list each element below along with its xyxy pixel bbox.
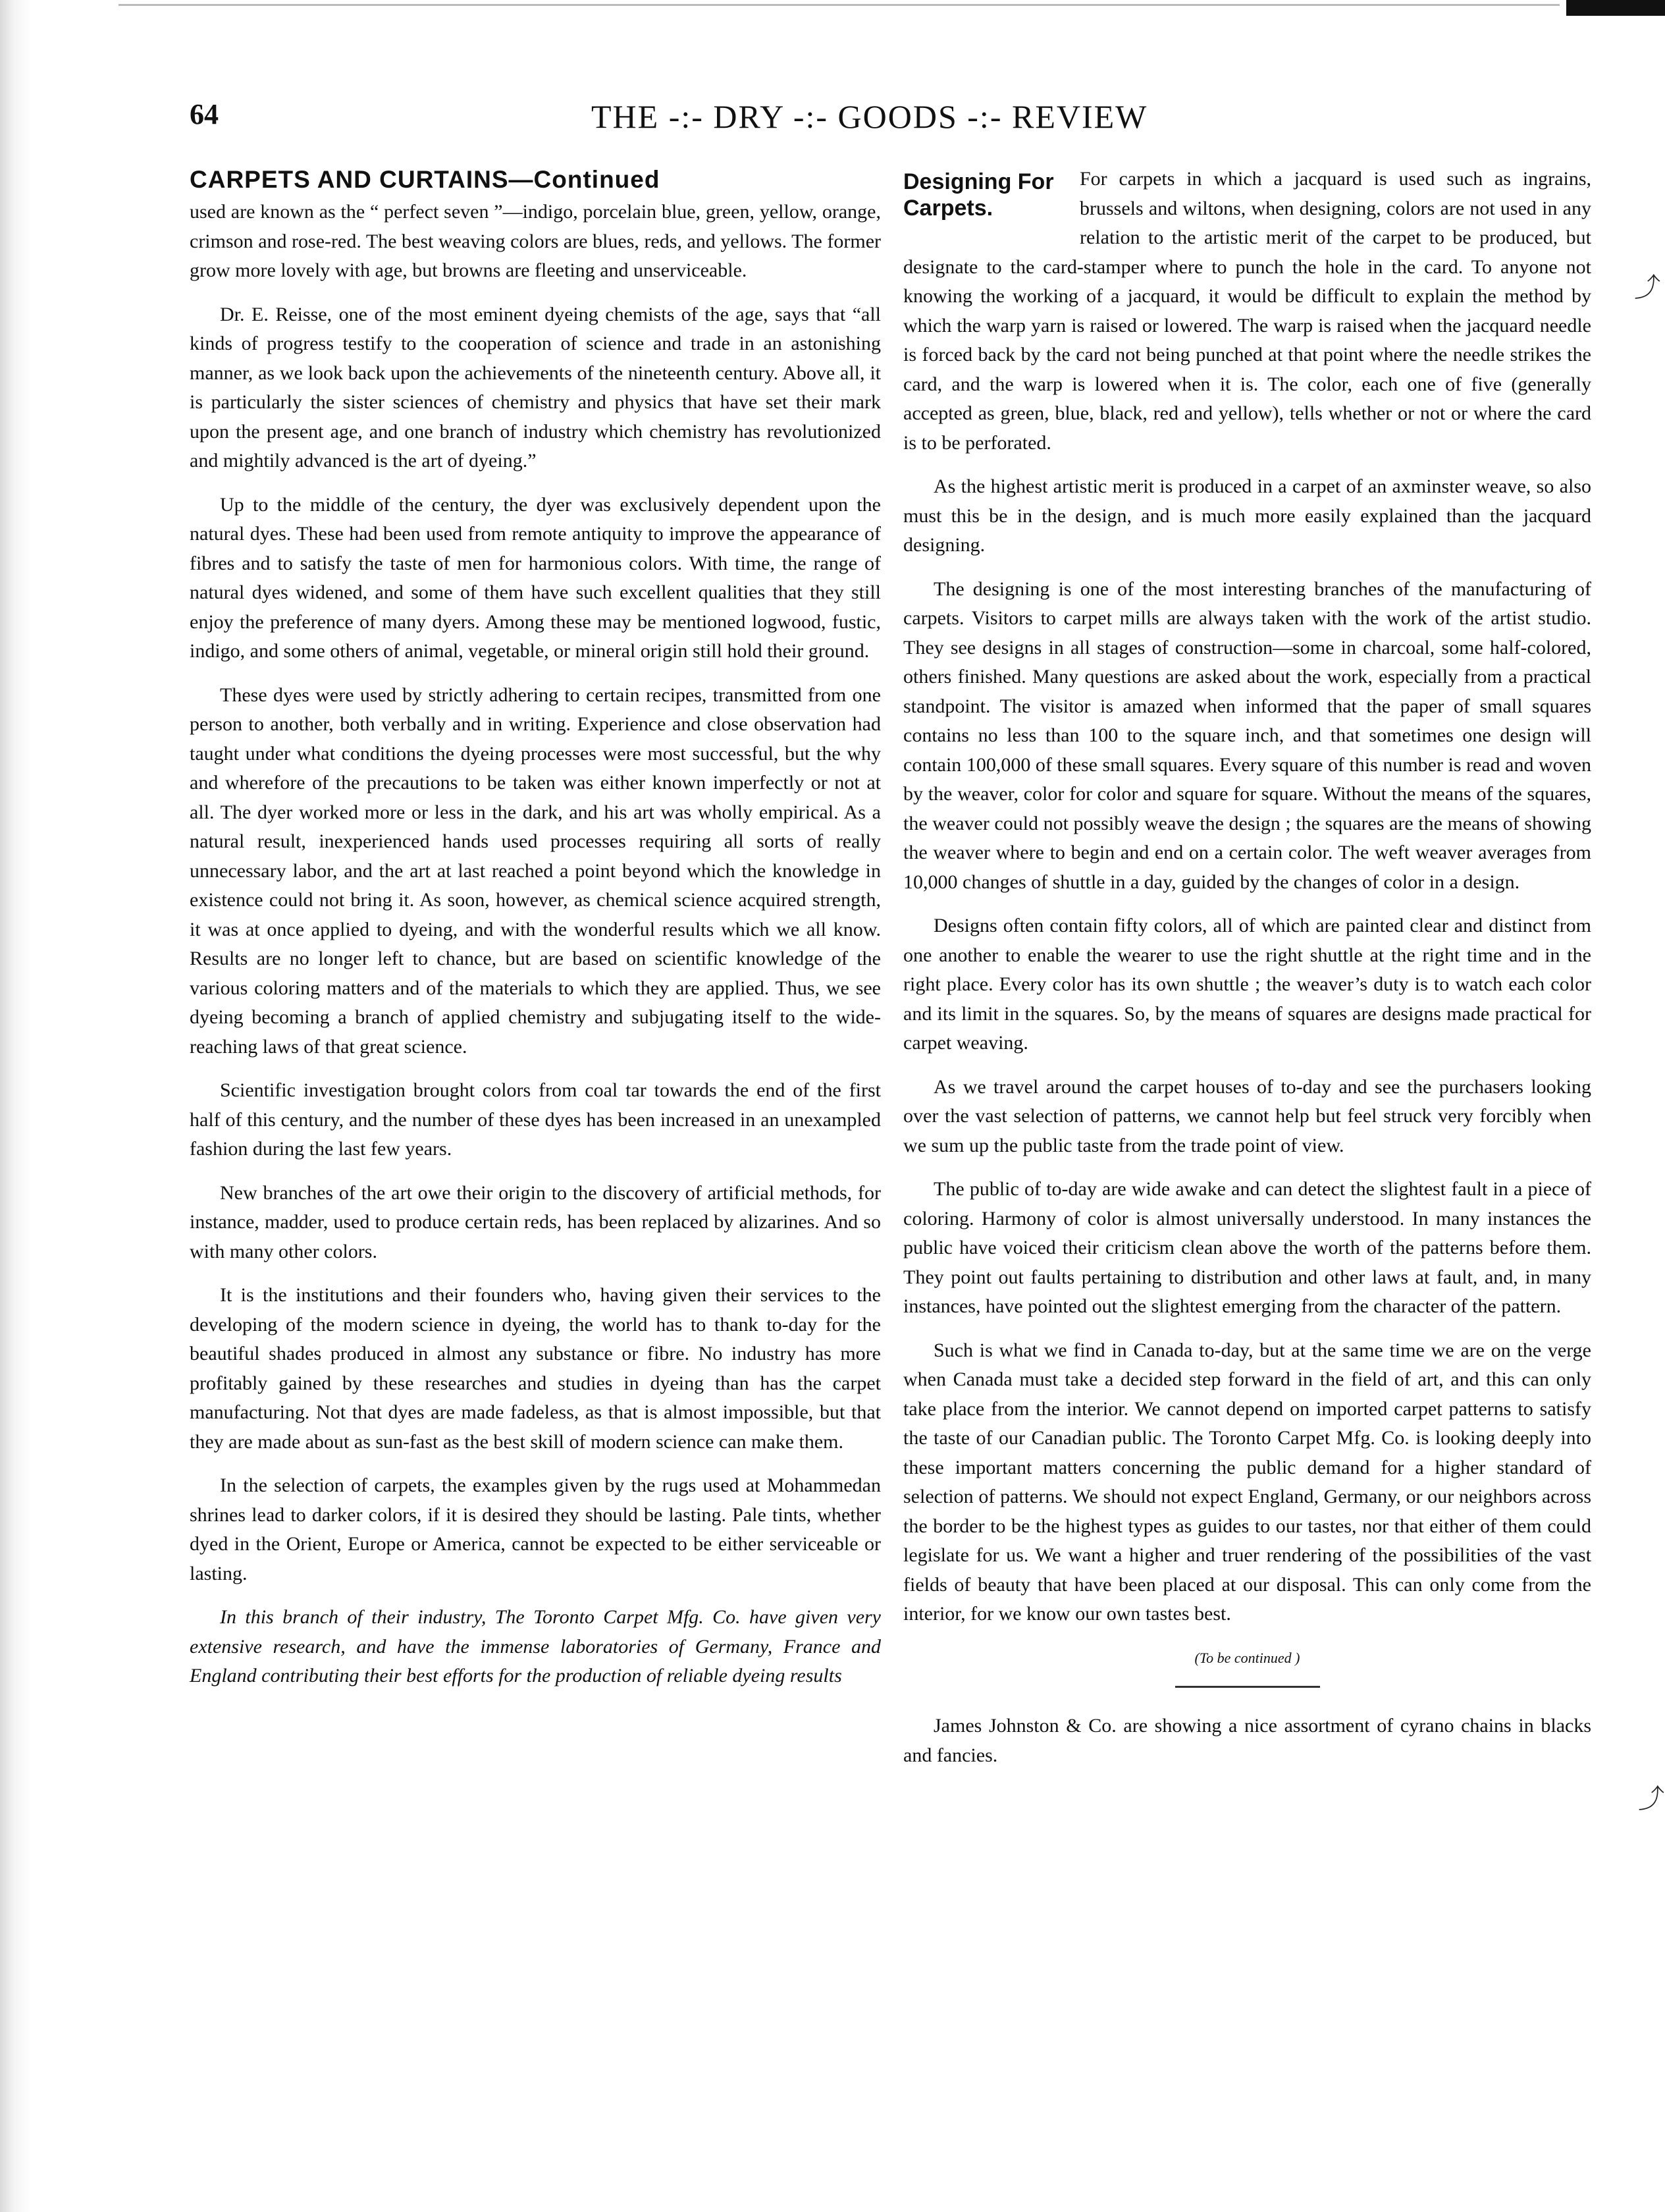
paragraph: As the highest artistic merit is produced in a carpet of an axminster weave, so also must this be in the design, and is much more easily explained than the jacquard designing. xyxy=(903,475,1591,556)
paragraph: Up to the middle of the century, the dyer was exclusively dependent upon the natural dyes. These had been used from remote antiquity to improve the appearance of fibres and to satisfy the taste of men for harmonious colors. With time, the range of natural dyes widened, and some of them have such excellent qualities that they still enjoy the preference of many dyers. Among these may be mentioned logwood, fustic, indigo, and some others of animal, vegetable, or mineral origin still hold their ground. xyxy=(190,493,881,662)
paragraph: In the selection of carpets, the examples given by the rugs used at Mohammedan shrines lead to darker colors, if it is desired they should be lasting. Pale tints, whether dyed in the Orient, Europe or America, cannot be expected to be either serviceable or lasting. xyxy=(190,1474,881,1584)
top-rule xyxy=(119,4,1560,6)
divider xyxy=(1175,1686,1320,1688)
paragraph: These dyes were used by strictly adhering to certain recipes, transmitted from one person to another, both verbally and in writing. Experience and close observation had taught under what conditions the dyeing processes were most successful, but the why and wherefore of the precautions to be taken was either known imperfectly or not at all. The dyer worked more or less in the dark, and his art was wholly empirical. As a natural result, inexperienced hands used processes requiring all sorts of really unnecessary labor, and the art at last reached a point beyond which the knowledge in existence could not bring it. As soon, however, as chemical science acquired strength, it was at once applied to dyeing, and with the wonderful results which we all know. Results are no longer left to chance, but are based on scientific knowledge of the various coloring matters and of the materials to which they are applied. Thus, we see dyeing becoming a branch of applied chemistry and subjugating itself to the wide-reaching laws of that great science. xyxy=(190,684,881,1058)
sidehead: Designing For Carpets. xyxy=(903,169,1054,221)
paragraph: It is the institutions and their founders who, having given their services to the developing of the modern science in dyeing, the world has to thank to-day for the beautiful shades produced in almost any substance or fibre. No industry has more profitably gained by these researches and studies in dyeing than has the carpet manufacturing. Not that dyes are made fadeless, as that is almost impossible, but that they are made about as sun-fast as the best skill of modern science can make them. xyxy=(190,1284,881,1453)
paragraph: The public of to-day are wide awake and can detect the slightest fault in a piece of coloring. Harmony of color is almost universally understood. In many instances the public have voiced their criticism clean above the worth of the patterns before them. They point out faults pertaining to distribution and other laws at fault, and, in many instances, have pointed out the slightest emerging from the character of the pattern. xyxy=(903,1178,1591,1317)
paragraph: As we travel around the carpet houses of to-day and see the purchasers looking over the vast selection of patterns, we cannot help but feel struck very forcibly when we sum up the public taste from the trade point of view. xyxy=(903,1075,1591,1156)
margin-mark-icon: ⤴ xyxy=(1638,1784,1664,1814)
paragraph: New branches of the art owe their origin to the discovery of artificial methods, for instance, madder, used to produce certain reds, has been replaced by alizarines. And so with many other colors. xyxy=(190,1181,881,1262)
running-title: THE -:- DRY -:- GOODS -:- REVIEW xyxy=(591,98,1148,135)
left-column xyxy=(190,165,881,1706)
notice: James Johnston & Co. are showing a nice assortment of cyrano chains in blacks and fancies. xyxy=(903,1715,1591,1766)
section-heading: CARPETS AND CURTAINS—Continued xyxy=(190,166,660,193)
right-column xyxy=(903,165,1591,1785)
scan-corner-mark xyxy=(1566,0,1665,16)
paragraph: The designing is one of the most interesting branches of the manufacturing of carpets. Visitors to carpet mills are always taken with the work of the artist studio. They see designs in all stages of construction—some in charcoal, some half-colored, others finished. Many questions are asked about the work, especially from a practical standpoint. The visitor is amazed when informed that the paper of small squares contains no less than 100 to the square inch, and that sometimes one design will contain 100,000 of these small squares. Every square of this number is read and woven by the weaver, color for color and square for square. Without the means of the squares, the weaver could not possibly weave the design ; the squares are the means of showing the weaver where to begin and end on a certain color. The weft weaver averages from 10,000 changes of shuttle in a day, guided by the changes of color in a design. xyxy=(903,578,1591,893)
paragraph: In this branch of their industry, The Toronto Carpet Mfg. Co. have given very extensive research, and have the immense laboratories of Germany, France and England contributing their best efforts for the production of reliable dyeing results xyxy=(190,1606,881,1686)
page-number: 64 xyxy=(190,98,219,130)
sidehead-block xyxy=(903,165,1591,458)
scan-binding-edge xyxy=(0,0,30,2212)
paragraph: Scientific investigation brought colors from coal tar towards the end of the first half of this century, and the number of these dyes has been increased in an unexampled fashion during the last few years. xyxy=(190,1079,881,1160)
paragraph: Such is what we find in Canada to-day, but at the same time we are on the verge when Canada must take a decided step forward in the field of art, and this can only take place from the interior. We cannot depend on imported carpet patterns to satisfy the taste of our Canadian public. The Toronto Carpet Mfg. Co. is looking deeply into these important matters concerning the public demand for a higher standard of selection of patterns. We should not expect England, Germany, or our neighbors across the border to be the highest types as guides to our tastes, nor that either of them could legislate for us. We want a higher and truer rendering of the possibilities of the vast fields of beauty that have been placed at our disposal. This can only come from the interior, for we know our own tastes best. xyxy=(903,1339,1591,1625)
paragraph: Designs often contain fifty colors, all of which are painted clear and distinct from one another to enable the wearer to use the right shuttle at the right time and in the right place. Every color has its own shuttle ; the weaver’s duty is to watch each color and its limit in the squares. So, by the means of squares are designs made practical for carpet weaving. xyxy=(903,915,1591,1054)
paragraph: used are known as the “ perfect seven ”—indigo, porcelain blue, green, yellow, orange, crimson and rose-red. The best weaving colors are blues, reds, and yellows. The former grow more lovely with age, but browns are fleeting and unserviceable. xyxy=(190,201,881,281)
margin-mark-icon: ⤴ xyxy=(1634,273,1660,303)
page-header xyxy=(190,97,1599,144)
paragraph: For carpets in which a jacquard is used such as ingrains, brussels and wiltons, when designing, colors are not used in any relation to the artistic merit of the carpet to be produced, but designate to the card-stamper where to punch the hole in the card. To anyone not knowing the working of a jacquard, it would be difficult to explain the method by which the warp yarn is raised or lowered. The warp is raised when the jacquard needle is forced back by the card not being punched at that point where the needle strikes the card, and the warp is lowered when it is. The color, each one of five (generally accepted as green, blue, black, red and yellow), tells whether or not or where the card is to be perforated. xyxy=(903,168,1591,454)
continued-note: (To be continued ) xyxy=(1194,1649,1300,1666)
paragraph: Dr. E. Reisse, one of the most eminent dyeing chemists of the age, says that “all kinds of progress testify to the cooperation of science and trade in an astonishing manner, as we look back upon the achievements of the nineteenth century. Above all, it is particularly the sister sciences of chemistry and physics that have set their mark upon the present age, and one branch of industry which chemistry has revolutionized and mightily advanced is the art of dyeing.” xyxy=(190,303,881,472)
